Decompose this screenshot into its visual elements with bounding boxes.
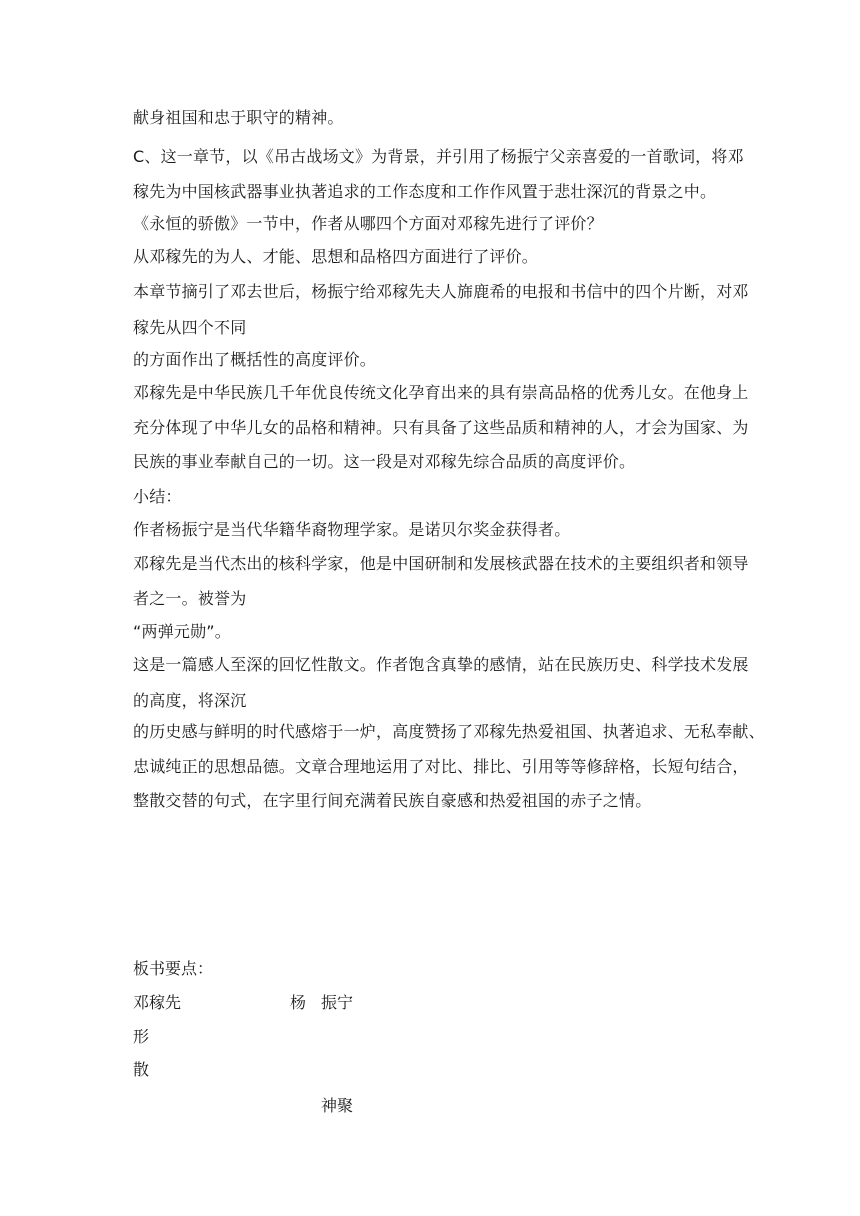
paragraph-line: 这是一篇感人至深的回忆性散文。作者饱含真挚的感情，站在民族历史、科学技术发展 (133, 655, 749, 674)
paragraph-line: 整散交替的句式，在字里行间充满着民族自豪感和热爱祖国的赤子之情。 (133, 791, 652, 810)
board-shenju: 神聚 (321, 1096, 354, 1115)
paragraph-line: 本章节摘引了邓去世后，杨振宁给邓稼先夫人旆鹿希的电报和书信中的四个片断，对邓 (133, 282, 749, 301)
paragraph-line: 邓稼先是中华民族几千年优良传统文化孕育出来的具有崇高品格的优秀儿女。在他身上 (133, 383, 749, 402)
paragraph-line: 民族的事业奉献自己的一切。这一段是对邓稼先综合品质的高度评价。 (133, 452, 636, 471)
paragraph-line: 献身祖国和忠于职守的精神。 (133, 108, 344, 127)
paragraph-line: 从邓稼先的为人、才能、思想和品格四方面进行了评价。 (133, 247, 539, 266)
board-left-name: 邓稼先 (133, 993, 182, 1012)
paragraph-line: 的高度，将深沉 (133, 691, 247, 710)
paragraph-line: 作者杨振宁是当代华籍华裔物理学家。是诺贝尔奖金获得者。 (133, 520, 571, 539)
board-right-name-2: 振宁 (321, 993, 354, 1012)
paragraph-line: 者之一。被誉为 (133, 589, 247, 608)
paragraph-line: 稼先为中国核武器事业执著追求的工作态度和工作作风置于悲壮深沉的背景之中。 (133, 182, 717, 201)
paragraph-line: 《永恒的骄傲》一节中，作者从哪四个方面对邓稼先进行了评价？ (133, 214, 603, 233)
board-san: 散 (133, 1060, 150, 1079)
board-right-name-1: 杨 (290, 993, 307, 1012)
paragraph-line: “两弹元勋”。 (133, 622, 231, 641)
paragraph-line: 邓稼先是当代杰出的核科学家，他是中国研制和发展核武器在技术的主要组织者和领导 (133, 554, 749, 573)
paragraph-line: 忠诚纯正的思想品德。文章合理地运用了对比、排比、引用等等修辞格，长短句结合， (133, 757, 749, 776)
paragraph-line: C、这一章节，以《吊古战场文》为背景，并引用了杨振宁父亲喜爱的一首歌词，将邓 (133, 147, 744, 166)
board-xing: 形 (133, 1027, 150, 1046)
paragraph-line: 的历史感与鲜明的时代感熔于一炉，高度赞扬了邓稼先热爱祖国、执著追求、无私奉献、 (133, 722, 765, 741)
board-heading: 板书要点： (133, 959, 214, 978)
paragraph-line: 充分体现了中华儿女的品格和精神。只有具备了这些品质和精神的人，才会为国家、为 (133, 418, 749, 437)
paragraph-line: 的方面作出了概括性的高度评价。 (133, 350, 377, 369)
paragraph-line: 稼先从四个不同 (133, 318, 247, 337)
section-heading: 小结： (133, 487, 182, 506)
